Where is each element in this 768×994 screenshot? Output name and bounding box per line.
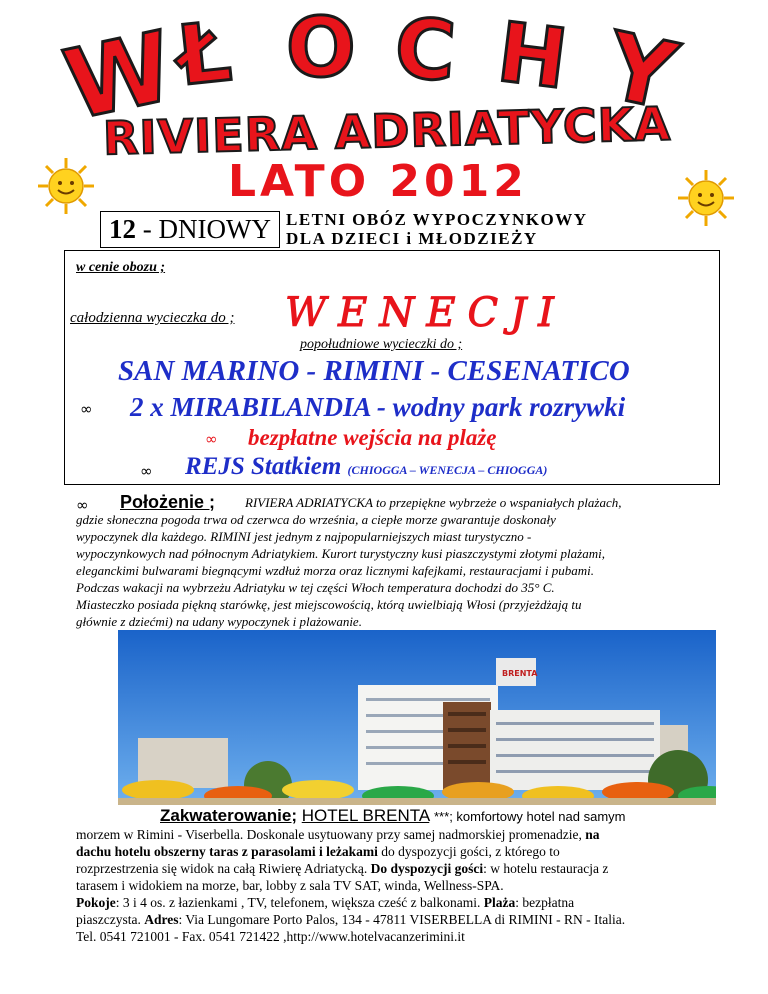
afternoon-destinations: SAN MARINO - RIMINI - CESENATICO [118, 355, 630, 387]
location-line: wypoczynkowych nad północnym Adriatykiem. Kurort turystyczny kusi piaszczystymi złotymi plażami, [76, 546, 605, 561]
text-bold: na [585, 827, 600, 842]
text-bold: Plaża [483, 895, 516, 910]
program-intro: w cenie obozu ; [76, 260, 166, 275]
accommodation-label: Zakwaterowanie; [160, 806, 297, 825]
hotel-photo [118, 630, 716, 805]
accommodation-heading [160, 806, 625, 826]
accommodation-line [76, 843, 716, 860]
hotel-name: HOTEL BRENTA [301, 806, 430, 825]
text-span: : Via Lungomare Porto Palos, 134 - 47811 VISERBELLA di RIMINI - RN - Italia. [178, 912, 626, 927]
sun-icon [36, 156, 96, 216]
camp-line-1: LETNI OBÓZ WYPOCZYNKOWY [286, 210, 588, 229]
title-letter-w: W [55, 10, 183, 142]
location-line: eleganckimi bulwarami biegnącymi wzdłuż morza oraz licznymi kafejkami, restauracjami i pubami. [76, 563, 595, 578]
location-line: gdzie słoneczna pogoda trwa od czerwca do września, a ciepłe morze gwarantuje doskonały [76, 512, 556, 527]
accommodation-line [76, 826, 716, 843]
sun-icon [676, 168, 736, 228]
camp-description [286, 210, 588, 248]
accommodation-contact: Tel. 0541 721001 - Fax. 0541 721422 ,http://www.hotelvacanzerimini.it [76, 929, 465, 944]
accommodation-line [76, 860, 716, 877]
text-span: do dyspozycji gości, z którego to [381, 844, 560, 859]
title-letter-h: H [492, 5, 573, 108]
duration-number: 12 [109, 214, 136, 244]
title-letter-y: Y [597, 12, 686, 131]
duration-label: - DNIOWY [142, 214, 271, 244]
infinity-bullet-icon: ∞ [76, 496, 89, 514]
accommodation-line [76, 911, 716, 928]
title-letter-c: C [391, 1, 459, 100]
text-bold: Pokoje [76, 895, 116, 910]
text-span: : 3 i 4 os. z łazienkami , TV, telefonem, większa cześć z balkonami. [115, 895, 481, 910]
camp-line-2: DLA DZIECI i MŁODZIEŻY [286, 229, 538, 248]
location-line: wypoczynek dla każdego. RIMINI jest jednym z najpopularniejszych miast turystyczno - [76, 529, 532, 544]
program-item-cruise [185, 453, 547, 481]
program-item-mirabilandia: 2 x MIRABILANDIA - wodny park rozrywki [130, 392, 626, 422]
location-line: Miasteczko posiada piękną starówkę, jest miejscowością, którą uwielbiają Włosi (przyjeżdżają tu [76, 597, 582, 612]
full-day-destination: WENECJI [285, 290, 566, 336]
location-line: Podczas wakacji na wybrzeżu Adriatyku w tej części Włoch temperatura dochodzi do 35° C. [76, 580, 555, 595]
full-day-label: całodzienna wycieczka do ; [70, 310, 235, 326]
afternoon-label: popołudniowe wycieczki do ; [300, 337, 463, 352]
accommodation-line [76, 894, 716, 911]
infinity-bullet-icon: ∞ [140, 462, 153, 480]
text-bold: Adres [144, 912, 179, 927]
hotel-intro: ; komfortowy hotel nad samym [449, 809, 626, 824]
title-letter-l: Ł [173, 4, 236, 105]
location-line: głównie z dziećmi) na udany wypoczynek i plażowanie. [76, 614, 362, 629]
location-heading: Położenie ; [120, 492, 216, 512]
season-title: LATO 2012 [228, 156, 528, 207]
hotel-stars: *** [434, 809, 450, 824]
infinity-bullet-icon: ∞ [205, 430, 218, 448]
duration-box [100, 211, 280, 248]
subtitle: RIVIERA ADRIATYCKA [102, 96, 672, 166]
accommodation-line: tarasem i widokiem na morze, bar, lobby z sala TV SAT, winda, Wellness-SPA. [76, 878, 504, 893]
text-span: piaszczysta. [76, 912, 141, 927]
text-span: morzem w Rimini - Viserbella. Doskonale usytuowany przy samej nadmorskiej promenadzie, [76, 827, 582, 842]
location-text-first: RIVIERA ADRIATYCKA to przepiękne wybrzeże o wspaniałych plażach, [245, 495, 622, 510]
text-span: rozprzestrzenia się widok na całą Riwierę Adriatycką. [76, 861, 368, 876]
text-bold: Do dyspozycji gości [370, 861, 484, 876]
title-letter-o: O [286, 1, 356, 96]
cruise-main: REJS Statkiem [185, 453, 342, 480]
cruise-detail: (CHIOGGA – WENECJA – CHIOGGA) [347, 463, 548, 477]
text-bold: dachu hotelu obszerny taras z parasolami i leżakami [76, 844, 378, 859]
program-item-beach: bezpłatne wejścia na plażę [248, 425, 497, 450]
text-span: : w hotelu restauracja z [483, 861, 609, 876]
text-span: : bezpłatna [515, 895, 575, 910]
infinity-bullet-icon: ∞ [80, 400, 93, 418]
hotel-sign: BRENTA [502, 669, 538, 678]
